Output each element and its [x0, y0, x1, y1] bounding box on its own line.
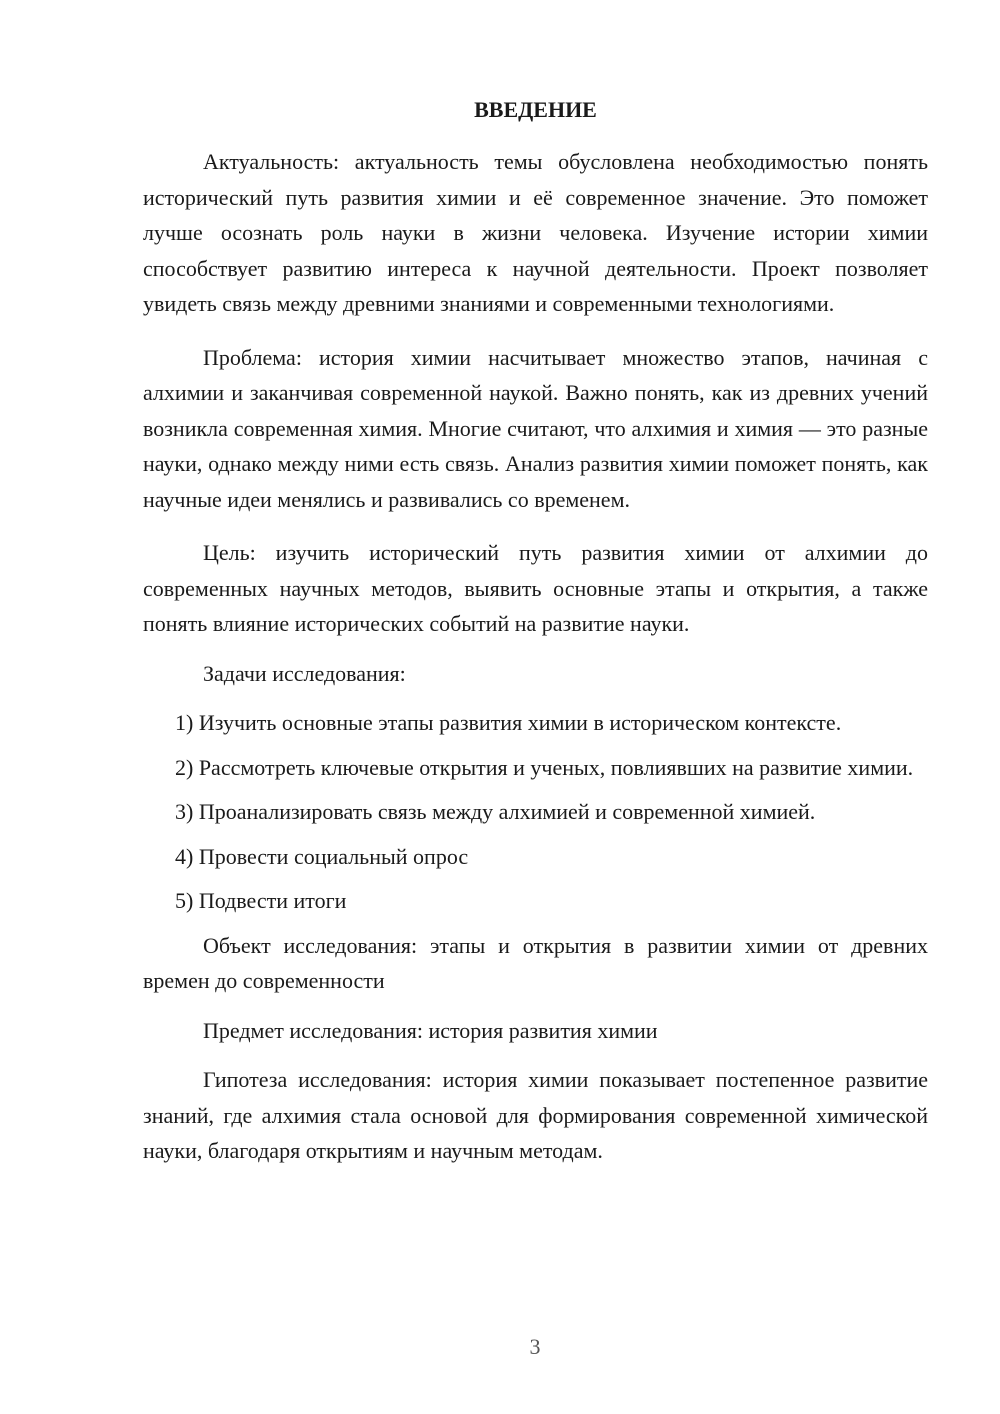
problem-paragraph: Проблема: история химии насчитывает множество этапов, начиная с алхимии и заканчивая современной наукой. Важно понять, как из древних учений возникла современная химия. Многие считают, что алхимия и химия — это разные науки, однако между ними есть связь. Анализ развития химии поможет понять, как научные идеи менялись и развивались со временем.	[143, 344, 928, 512]
hypothesis-paragraph: Гипотеза исследования: история химии показывает постепенное развитие знаний, где алхимия стала основой для формирования современной химической науки, благодаря открытиям и научным методам.	[143, 1067, 928, 1163]
task-item-1: 1) Изучить основные этапы развития химии в историческом контексте.	[175, 710, 842, 735]
relevance-paragraph: Актуальность: актуальность темы обусловлена необходимостью понять исторический путь развития химии и её современное значение. Это поможет лучше осознать роль науки в жизни человека. Изучение истории химии способствует развитию интереса к научной деятельности. Проект позволяет увидеть связь между древними знаниями и современными технологиями.	[143, 149, 928, 316]
object-paragraph: Объект исследования: этапы и открытия в развитии химии от древних времен до современности	[143, 932, 928, 993]
task-item-4: 4) Провести социальный опрос	[175, 843, 469, 869]
page-title: ВВЕДЕНИЕ	[474, 97, 597, 122]
task-item-2: 2) Рассмотреть ключевые открытия и ученых, повлиявших на развитие химии.	[175, 754, 914, 780]
tasks-list	[143, 705, 928, 919]
subject-paragraph: Предмет исследования: история развития химии	[203, 1017, 658, 1043]
goal-paragraph: Цель: изучить исторический путь развития химии от алхимии до современных научных методов, выявить основные этапы и открытия, а также понять влияние исторических событий на развитие науки.	[143, 540, 928, 636]
task-item-5: 5) Подвести итоги	[175, 888, 347, 913]
page-body	[143, 96, 928, 1187]
tasks-heading: Задачи исследования:	[203, 660, 406, 686]
task-item-3: 3) Проанализировать связь между алхимией и современной химией.	[175, 799, 816, 824]
page-number: 3	[529, 1334, 541, 1359]
